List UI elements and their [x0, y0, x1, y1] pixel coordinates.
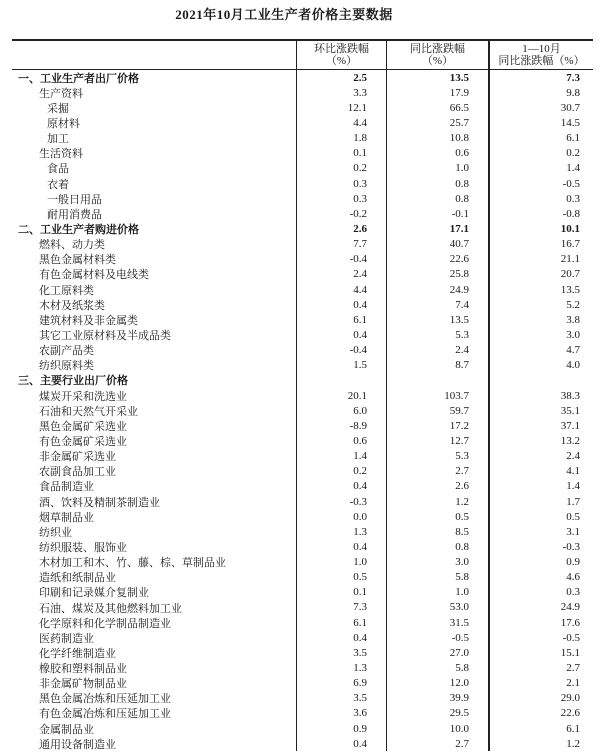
table-row	[12, 464, 593, 479]
row-value-ytd: 17.6	[488, 615, 593, 630]
row-value-mom: 7.3	[296, 600, 386, 615]
row-value-ytd: 4.1	[488, 464, 593, 479]
row-value-ytd: 5.2	[488, 297, 593, 312]
row-value-yoy	[386, 373, 488, 388]
row-value-mom: 1.3	[296, 524, 386, 539]
row-value-yoy: 8.7	[386, 358, 488, 373]
row-value-yoy: 2.7	[386, 736, 488, 751]
row-value-yoy: 1.0	[386, 161, 488, 176]
row-value-ytd: -0.5	[488, 630, 593, 645]
row-label: 生活资料	[39, 148, 83, 161]
table-row	[12, 191, 593, 206]
row-label: 食品	[47, 163, 69, 176]
table-row	[12, 615, 593, 630]
row-value-mom: 7.7	[296, 237, 386, 252]
row-value-ytd: 6.1	[488, 131, 593, 146]
row-label: 有色金属矿采选业	[39, 435, 127, 448]
row-value-ytd: 15.1	[488, 645, 593, 660]
row-value-mom: 0.3	[296, 191, 386, 206]
row-value-mom: 0.4	[296, 539, 386, 554]
row-value-mom: 0.4	[296, 736, 386, 751]
header-yoy-line2: （%）	[421, 55, 454, 67]
row-label: 生产资料	[39, 87, 83, 100]
table-row	[12, 570, 593, 585]
header-ytd-line1: 1—10月	[522, 42, 561, 55]
table-row	[12, 70, 593, 85]
row-value-ytd: -0.5	[488, 176, 593, 191]
row-value-ytd: 14.5	[488, 115, 593, 130]
row-value-mom: 0.6	[296, 433, 386, 448]
row-value-ytd: 10.1	[488, 221, 593, 236]
table-row	[12, 358, 593, 373]
row-label: 烟草制品业	[39, 511, 94, 524]
row-value-yoy: 17.1	[386, 221, 488, 236]
table-row	[12, 433, 593, 448]
row-label: 纺织服装、服饰业	[39, 541, 127, 554]
row-label: 衣着	[47, 178, 69, 191]
row-value-yoy: 12.7	[386, 433, 488, 448]
row-value-yoy: 8.5	[386, 524, 488, 539]
table-row	[12, 343, 593, 358]
table-row	[12, 479, 593, 494]
row-value-mom: 3.6	[296, 706, 386, 721]
table-header-row	[12, 41, 593, 70]
row-value-yoy: 7.4	[386, 297, 488, 312]
row-value-yoy: 1.2	[386, 494, 488, 509]
row-value-yoy: 10.8	[386, 131, 488, 146]
row-value-yoy: 53.0	[386, 600, 488, 615]
row-label: 其它工业原材料及半成品类	[39, 329, 171, 342]
row-value-yoy: 3.0	[386, 555, 488, 570]
row-value-yoy: 1.0	[386, 585, 488, 600]
row-value-yoy: -0.1	[386, 206, 488, 221]
table-row	[12, 252, 593, 267]
table-row	[12, 100, 593, 115]
row-value-ytd: 0.2	[488, 146, 593, 161]
row-value-ytd: 9.8	[488, 85, 593, 100]
row-label: 石油、煤炭及其他燃料加工业	[39, 602, 182, 615]
row-value-ytd: -0.8	[488, 206, 593, 221]
table-row	[12, 600, 593, 615]
row-value-yoy: 17.9	[386, 85, 488, 100]
row-value-yoy: 2.6	[386, 479, 488, 494]
row-value-ytd: -0.3	[488, 539, 593, 554]
row-label: 印刷和记录媒介复制业	[39, 587, 149, 600]
table-row	[12, 237, 593, 252]
row-label: 橡胶和塑料制品业	[39, 663, 127, 676]
row-label: 纺织原料类	[39, 360, 94, 373]
row-value-mom: 1.8	[296, 131, 386, 146]
row-value-ytd: 37.1	[488, 418, 593, 433]
table-row	[12, 585, 593, 600]
row-value-mom: 1.3	[296, 660, 386, 675]
row-value-ytd: 7.3	[488, 70, 593, 85]
row-value-mom: 1.5	[296, 358, 386, 373]
row-value-mom: 0.0	[296, 509, 386, 524]
row-value-yoy: 5.3	[386, 449, 488, 464]
row-value-mom: 6.0	[296, 403, 386, 418]
row-value-mom: 0.1	[296, 585, 386, 600]
row-value-yoy: 10.0	[386, 721, 488, 736]
header-cell-mom-change	[296, 41, 386, 69]
row-label: 一、工业生产者出厂价格	[18, 72, 139, 85]
row-value-mom: 2.6	[296, 221, 386, 236]
row-label: 造纸和纸制品业	[39, 572, 116, 585]
header-yoy-line1: 同比涨跌幅	[410, 42, 465, 55]
table-row	[12, 691, 593, 706]
row-value-mom: 4.4	[296, 115, 386, 130]
row-value-yoy: 2.4	[386, 343, 488, 358]
table-row	[12, 539, 593, 554]
row-label: 采掘	[47, 102, 69, 115]
table-row	[12, 721, 593, 736]
row-value-mom: 3.5	[296, 645, 386, 660]
row-value-yoy: 13.5	[386, 312, 488, 327]
row-label: 非金属矿采选业	[39, 451, 116, 464]
row-label: 医药制造业	[39, 632, 94, 645]
table-row	[12, 312, 593, 327]
row-value-yoy: 103.7	[386, 388, 488, 403]
row-value-yoy: 5.3	[386, 327, 488, 342]
row-value-ytd: 13.2	[488, 433, 593, 448]
row-value-ytd: 1.7	[488, 494, 593, 509]
row-label: 煤炭开采和洗选业	[39, 390, 127, 403]
row-value-ytd: 2.7	[488, 660, 593, 675]
table-row	[12, 630, 593, 645]
row-label: 非金属矿物制品业	[39, 678, 127, 691]
table-row	[12, 373, 593, 388]
row-label: 化工原料类	[39, 284, 94, 297]
table-row	[12, 146, 593, 161]
row-value-yoy: 0.5	[386, 509, 488, 524]
row-value-yoy: 27.0	[386, 645, 488, 660]
row-value-ytd	[488, 373, 593, 388]
row-label: 金属制品业	[39, 723, 94, 736]
row-value-ytd: 29.0	[488, 691, 593, 706]
row-value-ytd: 4.6	[488, 570, 593, 585]
table-row	[12, 645, 593, 660]
row-value-mom: 0.3	[296, 176, 386, 191]
row-value-mom: 0.5	[296, 570, 386, 585]
row-value-mom: -0.2	[296, 206, 386, 221]
table-row	[12, 267, 593, 282]
row-value-ytd: 1.2	[488, 736, 593, 751]
table-row	[12, 161, 593, 176]
row-label: 农副产品类	[39, 345, 94, 358]
row-label: 建筑材料及非金属类	[39, 314, 138, 327]
table-row	[12, 660, 593, 675]
row-value-ytd: 16.7	[488, 237, 593, 252]
row-label: 纺织业	[39, 526, 72, 539]
table-row	[12, 418, 593, 433]
row-value-mom: 6.1	[296, 312, 386, 327]
row-value-mom: -0.4	[296, 252, 386, 267]
table-row	[12, 297, 593, 312]
row-value-mom	[296, 373, 386, 388]
row-label: 有色金属材料及电线类	[39, 269, 149, 282]
header-mom-line2: （%）	[325, 55, 358, 67]
row-label: 通用设备制造业	[39, 738, 116, 751]
row-value-mom: 12.1	[296, 100, 386, 115]
row-value-ytd: 24.9	[488, 600, 593, 615]
row-value-ytd: 35.1	[488, 403, 593, 418]
table-row	[12, 176, 593, 191]
row-value-yoy: 39.9	[386, 691, 488, 706]
row-label: 木材加工和木、竹、藤、棕、草制品业	[39, 557, 226, 570]
row-value-ytd: 4.7	[488, 343, 593, 358]
row-label: 化学原料和化学制品制造业	[39, 617, 171, 630]
row-value-ytd: 0.3	[488, 191, 593, 206]
row-value-yoy: 31.5	[386, 615, 488, 630]
table-row	[12, 131, 593, 146]
row-value-yoy: 66.5	[386, 100, 488, 115]
row-value-mom: 0.4	[296, 297, 386, 312]
header-cell-indicator	[12, 41, 296, 69]
row-label: 农副食品加工业	[39, 466, 116, 479]
table-row	[12, 115, 593, 130]
row-value-mom: 2.4	[296, 267, 386, 282]
price-data-table	[12, 39, 593, 751]
table-row	[12, 403, 593, 418]
header-cell-yoy-change	[386, 41, 488, 69]
row-value-mom: 1.4	[296, 449, 386, 464]
row-value-yoy: 12.0	[386, 676, 488, 691]
table-row	[12, 509, 593, 524]
header-cell-ytd-yoy-change	[488, 41, 593, 69]
row-label: 黑色金属矿采选业	[39, 420, 127, 433]
row-value-yoy: 25.7	[386, 115, 488, 130]
row-value-mom: 3.5	[296, 691, 386, 706]
table-row	[12, 524, 593, 539]
row-value-yoy: 0.8	[386, 539, 488, 554]
row-value-mom: 0.4	[296, 630, 386, 645]
row-label: 三、主要行业出厂价格	[18, 375, 128, 388]
row-value-mom: 6.1	[296, 615, 386, 630]
row-label: 化学纤维制造业	[39, 647, 116, 660]
row-label: 酒、饮料及精制茶制造业	[39, 496, 160, 509]
row-value-ytd: 1.4	[488, 161, 593, 176]
table-row	[12, 388, 593, 403]
row-value-ytd: 2.4	[488, 449, 593, 464]
row-value-mom: 20.1	[296, 388, 386, 403]
row-value-ytd: 4.0	[488, 358, 593, 373]
row-value-ytd: 38.3	[488, 388, 593, 403]
row-value-ytd: 0.9	[488, 555, 593, 570]
row-value-yoy: 40.7	[386, 237, 488, 252]
row-value-ytd: 3.1	[488, 524, 593, 539]
table-row	[12, 206, 593, 221]
row-label: 木材及纸浆类	[39, 299, 105, 312]
row-value-mom: 3.3	[296, 85, 386, 100]
row-label: 食品制造业	[39, 481, 94, 494]
table-row	[12, 736, 593, 751]
table-row	[12, 449, 593, 464]
row-label: 黑色金属材料类	[39, 254, 116, 267]
row-value-ytd: 30.7	[488, 100, 593, 115]
header-ytd-line2: 同比涨跌幅（%）	[498, 55, 585, 67]
row-value-yoy: 29.5	[386, 706, 488, 721]
row-value-ytd: 20.7	[488, 267, 593, 282]
row-value-mom: 2.5	[296, 70, 386, 85]
row-label: 二、工业生产者购进价格	[18, 223, 139, 236]
row-value-yoy: 5.8	[386, 570, 488, 585]
row-value-yoy: 25.8	[386, 267, 488, 282]
row-value-mom: 0.2	[296, 464, 386, 479]
row-value-yoy: 5.8	[386, 660, 488, 675]
table-row	[12, 676, 593, 691]
row-value-ytd: 22.6	[488, 706, 593, 721]
page-title: 2021年10月工业生产者价格主要数据	[175, 7, 393, 22]
row-value-yoy: 2.7	[386, 464, 488, 479]
row-label: 石油和天然气开采业	[39, 405, 138, 418]
row-label: 有色金属冶炼和压延加工业	[39, 708, 171, 721]
row-value-yoy: 13.5	[386, 70, 488, 85]
row-value-mom: -0.4	[296, 343, 386, 358]
row-value-ytd: 6.1	[488, 721, 593, 736]
header-mom-line1: 环比涨跌幅	[314, 42, 369, 55]
table-row	[12, 221, 593, 236]
row-value-mom: 6.9	[296, 676, 386, 691]
row-value-ytd: 3.8	[488, 312, 593, 327]
row-value-mom: -0.3	[296, 494, 386, 509]
row-value-ytd: 0.5	[488, 509, 593, 524]
row-value-mom: 0.9	[296, 721, 386, 736]
row-value-ytd: 3.0	[488, 327, 593, 342]
row-label: 黑色金属冶炼和压延加工业	[39, 693, 171, 706]
row-value-ytd: 13.5	[488, 282, 593, 297]
row-value-yoy: 22.6	[386, 252, 488, 267]
row-value-mom: 1.0	[296, 555, 386, 570]
row-value-mom: 0.4	[296, 327, 386, 342]
row-value-yoy: 59.7	[386, 403, 488, 418]
row-value-mom: 0.2	[296, 161, 386, 176]
row-value-yoy: 24.9	[386, 282, 488, 297]
row-value-yoy: 0.6	[386, 146, 488, 161]
row-value-yoy: 0.8	[386, 191, 488, 206]
row-label: 加工	[47, 133, 69, 146]
row-value-yoy: 0.8	[386, 176, 488, 191]
row-value-mom: -8.9	[296, 418, 386, 433]
row-value-mom: 0.1	[296, 146, 386, 161]
table-row	[12, 327, 593, 342]
row-label: 耐用消费品	[47, 208, 102, 221]
row-value-mom: 4.4	[296, 282, 386, 297]
row-value-yoy: 17.2	[386, 418, 488, 433]
row-label: 一般日用品	[47, 193, 102, 206]
row-label: 燃料、动力类	[39, 239, 105, 252]
row-value-ytd: 2.1	[488, 676, 593, 691]
row-label: 原材料	[47, 118, 80, 130]
table-row	[12, 494, 593, 509]
row-value-yoy: -0.5	[386, 630, 488, 645]
row-value-ytd: 1.4	[488, 479, 593, 494]
table-row	[12, 555, 593, 570]
table-row	[12, 706, 593, 721]
page-header	[0, 0, 600, 24]
table-row	[12, 282, 593, 297]
row-value-ytd: 0.3	[488, 585, 593, 600]
row-value-mom: 0.4	[296, 479, 386, 494]
table-body	[12, 70, 593, 751]
table-row	[12, 85, 593, 100]
row-value-ytd: 21.1	[488, 252, 593, 267]
